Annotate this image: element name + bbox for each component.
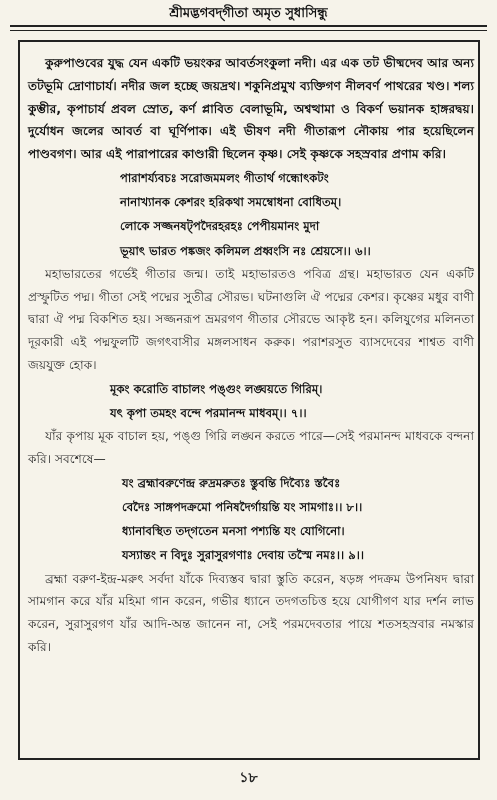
verse-line: যস্যান্তং ন বিদুঃ সুরাসুরগণাঃ দেবায় তস্মৈ নমঃ।। ৯।। [122,548,365,563]
verse-line: ধ্যানাবস্থিত তদ্‌গতেন মনসা পশ্যন্তি যং যোগিনো। [122,524,345,539]
page-number: ১৮ [239,770,258,786]
page-body [28,52,474,659]
verse-block-3 [28,471,474,568]
verse-line: মূকং করোতি বাচালং পঙ্গুং লঙ্ঘয়তে গিরিম্‌। [110,381,323,396]
verse-block-2 [28,377,474,425]
verse-line: যৎ কৃপা তমহং বন্দে পরমানন্দ মাধবম্‌।। ৭।। [110,405,307,420]
paragraph-2: মহাভারতের গর্ভেই গীতার জন্ম। তাই মহাভারতও পবিত্র গ্রন্থ। মহাভারত যেন একটি প্রস্ফুটিত পদ্ম। গীতা সেই পদ্মের সুতীব্র সৌরভ। ঘটনাগুলি ঐ পদ্মের কেশর। কৃষ্ণের মধুর বাণী দ্বারা ঐ পদ্ম বিকশিত হয়। সজ্জনরূপ ভ্রমরগণ গীতার সৌরভে আকৃষ্ট হন। কলিযুগের মলিনতা দূরকারী এই পদ্মফুলটি জগৎবাসীর মঙ্গলসাধন করুক। পরাশরসুত ব্যাসদেবের শাশ্বত বাণী জয়যুক্ত হোক। [28,266,474,372]
paragraph-3: যাঁর কৃপায় মূক বাচাল হয়, পঙ্গু গিরি লঙ্ঘন করতে পারে—সেই পরমানন্দ মাধবকে বন্দনা করি। সবশেষে— [28,429,474,466]
header-rule-top [10,25,487,27]
verse-line: পারাশর্য্যবচঃ সরোজমমলং গীতার্থ গন্ধোৎকটং [120,170,329,185]
verse-line: ভূয়াৎ ভারত পঙ্কজং কলিমল প্রধ্বংসি নঃ শ্রেয়সে।। ৬।। [120,243,371,258]
running-header: শ্রীমদ্ভগবদ্‌গীতা অমৃত সুধাসিন্ধু [169,6,328,21]
verse-line: নানাখ্যানক কেশরং হরিকথা সমম্বোধনা বোধিতম্‌। [120,195,342,210]
verse-line: লোকে সজ্জনষট্‌পদৈরহরহঃ পেপীয়মানং মুদা [120,219,320,234]
paragraph-4: ব্রহ্মা বরুণ-ইন্দ্র-মরুৎ সর্বদা যাঁকে দিব্যস্তব দ্বারা স্তুতি করেন, ষড়ঙ্গ পদক্রম উপনিষদ দ্বারা সামগান করে যাঁর মহিমা গান করেন, গভীর ধ্যানে তদগতচিত্ত হয়ে যোগীগণ যার দর্শন লাভ করেন, সুরাসুরগণ যাঁর আদি-অন্ত জানেন না, সেই পরমদেবতার পায়ে শতসহস্রবার নমস্কার করি। [28,571,474,654]
verse-line: বেদৈঃ সাঙ্গপদক্রমো পনিষদৈর্গায়ন্তি যং সামগাঃ।। ৮।। [122,499,363,514]
header-rule-bottom [10,30,487,31]
paragraph-1: কুরুপাণ্ডবের যুদ্ধ যেন একটি ভয়ংকর আবর্তসংকুলা নদী। এর এক তট ভীষ্মদেব আর অন্য তটভূমি দ্রোণাচার্য। নদীর জল হচ্ছে জয়দ্রথ। শকুনিপ্রমুখ ব্যক্তিগণ নীলবর্ণ পাথরের খণ্ড। শল্য কুম্ভীর, কৃপাচার্য প্রবল স্রোত, কর্ণ প্লাবিত বেলাভূমি, অশ্বত্থামা ও বিকর্ণ ভয়ানক হাঙ্গরদ্বয়। দুর্যোধন জলের আবর্ত বা ঘূর্ণিপাক। এই ভীষণ নদী গীতারূপ নৌকায় পার হয়েছিলেন পাণ্ডবগণ। আর এই পারাপারের কাণ্ডারী ছিলেন কৃষ্ণ। সেই কৃষ্ণকে সহস্রবার প্রণাম করি। [28,56,474,162]
verse-line: যং ব্রহ্মাবরুণেন্দ্র রুদ্রমরুতঃ স্তুবন্তি দিব্যৈঃ স্তবৈঃ [122,475,341,490]
verse-block-1 [28,166,474,263]
